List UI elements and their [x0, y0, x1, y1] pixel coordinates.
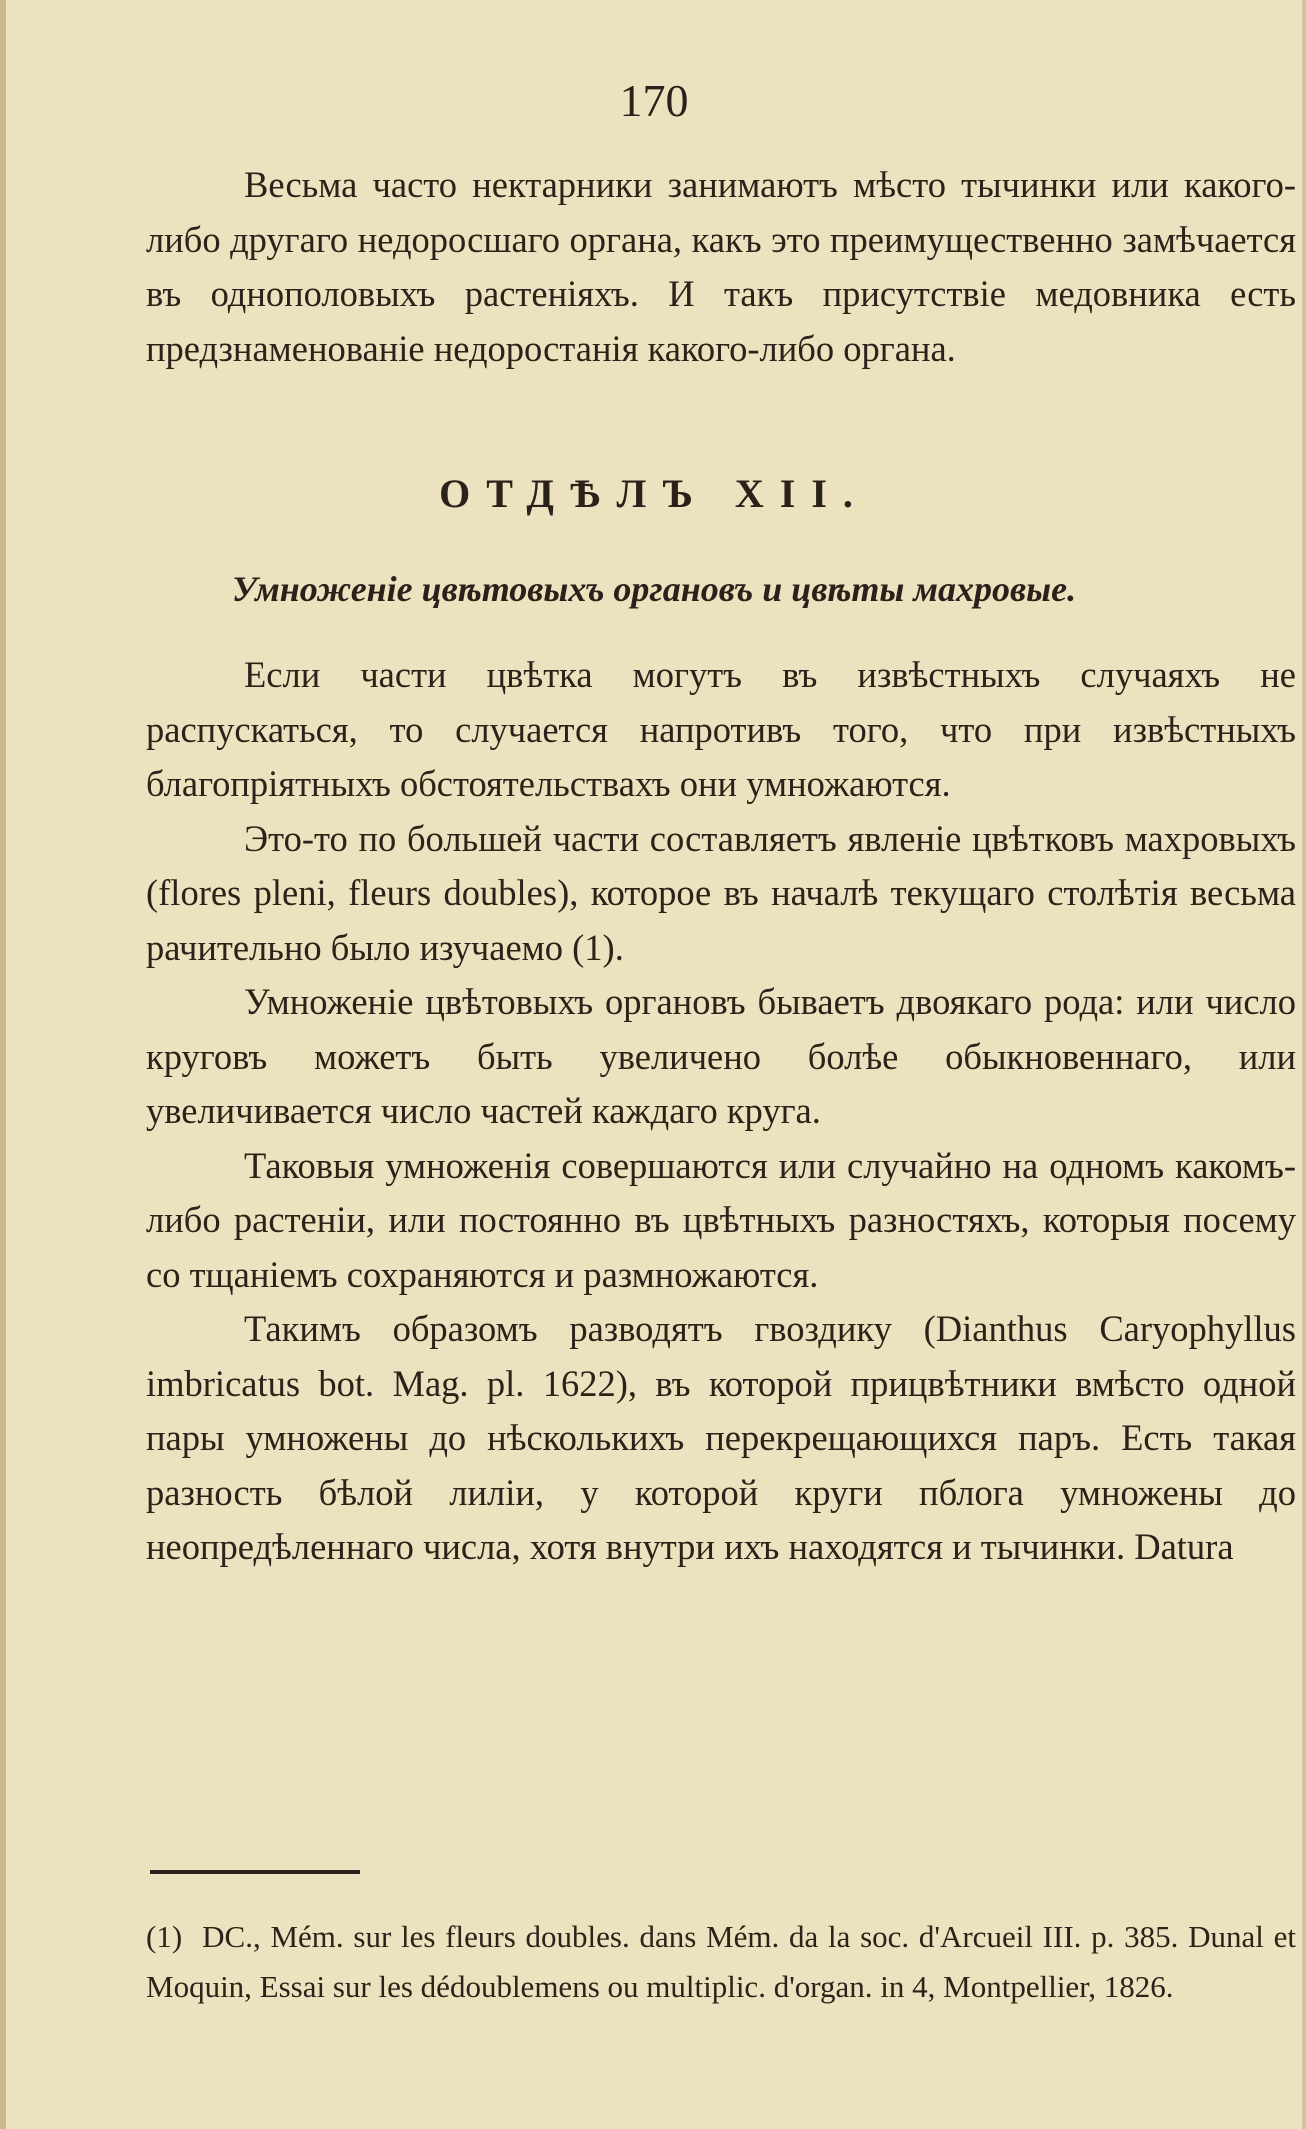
footnote-divider	[150, 1870, 360, 1874]
main-text-block	[146, 648, 1296, 1575]
footnote-marker: (1)	[146, 1919, 183, 1954]
section-title: ОТДѢЛЪ XII.	[439, 471, 869, 516]
footnote	[146, 1912, 1296, 2012]
paragraph: Если части цвѣтка могутъ въ извѣстныхъ случаяхъ не распускаться, то случается напротивъ того, что при извѣстныхъ благопріятныхъ обстоятельствахъ они умножаются.	[146, 654, 1296, 804]
footnote-text: DC., Mém. sur les fleurs doubles. dans Mém. da la soc. d'Arcueil III. p. 385. Dunal et Moquin, Essai sur les dédoublemens ou multiplic. d'organ. in 4, Montpellier, 1826.	[146, 1919, 1296, 2004]
paragraph: Это-то по большей части составляетъ явленіе цвѣтковъ махровыхъ (flores pleni, fleurs doubles), которое въ началѣ текущаго столѣтія весьма рачительно было изучаемо (1).	[146, 817, 1296, 968]
intro-paragraph: Весьма часто нектарники занимаютъ мѣсто тычинки или какого-либо другаго недоросшаго органа, какъ это преимущественно замѣчается въ однополовыхъ растеніяхъ. И такъ присутствіе медовника есть предзнаменованіе недоростанія какого-либо органа.	[146, 164, 1296, 369]
page-number: 170	[619, 75, 689, 126]
intro-text-block	[146, 158, 1296, 376]
section-subtitle: Умноженіе цвѣтовыхъ органовъ и цвѣты махровые.	[231, 569, 1077, 609]
paragraph: Такимъ образомъ разводятъ гвоздику (Dianthus Caryophyllus imbricatus bot. Mag. pl. 1622), въ которой прицвѣтники вмѣсто одной пары умножены до нѣсколькихъ перекрещающихся паръ. Есть такая разность бѣлой лиліи, у которой круги пблога умножены до неопредѣленнаго числа, хотя внутри ихъ находятся и тычинки. Datura	[146, 1308, 1296, 1567]
paragraph: Таковыя умноженія совершаются или случайно на одномъ какомъ-либо растеніи, или постоянно въ цвѣтныхъ разностяхъ, которыя посему со тщаніемъ сохраняются и размножаются.	[146, 1144, 1296, 1295]
paragraph: Умноженіе цвѣтовыхъ органовъ бываетъ двоякаго рода: или число круговъ можетъ быть увеличено болѣе обыкновеннаго, или увеличивается число частей каждаго круга.	[146, 981, 1296, 1131]
